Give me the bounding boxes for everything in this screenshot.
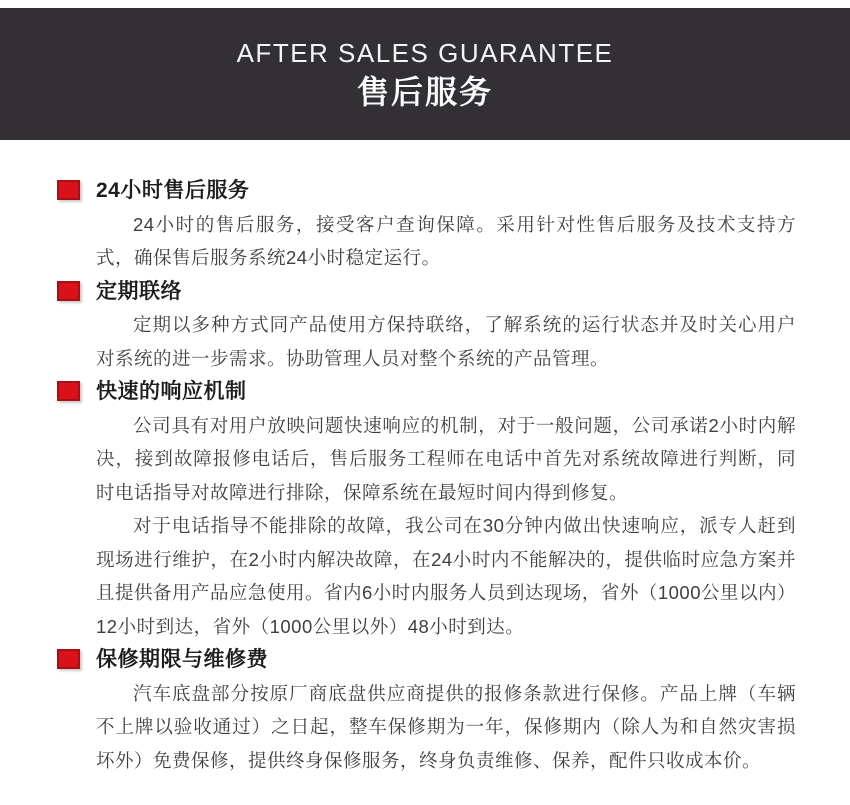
section-paragraph: 汽车底盘部分按原厂商底盘供应商提供的报修条款进行保修。产品上牌（车辆不上牌以验收通过）之日起，整车保修期为一年，保修期内（除人为和自然灾害损坏外）免费保修，提供终身保修服务，终身负责维修、保养，配件只收成本价。: [96, 682, 796, 771]
section-paragraph: 对于电话指导不能排除的故障，我公司在30分钟内做出快速响应，派专人赶到现场进行维护，在2小时内解决故障，在24小时内不能解决的，提供临时应急方案并且提供备用产品应急使用。省内6小时内服务人员到达现场，省外（1000公里以内）12小时到达，省外（1000公里以外）48小时到达。: [96, 515, 796, 637]
section-heading-text: 快速的响应机制: [96, 380, 247, 403]
red-square-bullet-icon: [57, 180, 80, 200]
content-area: [0, 140, 850, 805]
section-paragraph: 定期以多种方式同产品使用方保持联络，了解系统的运行状态并及时关心用户对系统的进一步需求。协助管理人员对整个系统的产品管理。: [96, 314, 796, 369]
section-rapid-response: [96, 375, 796, 643]
red-square-bullet-icon: [57, 381, 80, 401]
section-heading: [96, 375, 796, 409]
red-square-bullet-icon: [57, 649, 80, 669]
section-24h-service: [96, 174, 796, 275]
section-heading-text: 24小时售后服务: [96, 179, 250, 202]
red-square-bullet-icon: [57, 281, 80, 301]
section-regular-contact: [96, 275, 796, 376]
page-header-banner: [0, 8, 850, 140]
section-heading-text: 保修期限与维修费: [96, 648, 268, 671]
header-title-english: AFTER SALES GUARANTEE: [236, 38, 614, 68]
section-heading: [96, 643, 796, 677]
section-paragraph: 公司具有对用户放映问题快速响应的机制，对于一般问题，公司承诺2小时内解决，接到故障报修电话后，售后服务工程师在电话中首先对系统故障进行判断，同时电话指导对故障进行排除，保障系统在最短时间内得到修复。: [96, 414, 796, 503]
section-paragraph: 24小时的售后服务，接受客户查询保障。采用针对性售后服务及技术支持方式，确保售后服务系统24小时稳定运行。: [96, 213, 796, 268]
section-heading: [96, 275, 796, 309]
section-warranty-terms: [96, 643, 796, 777]
section-heading-text: 定期联络: [96, 279, 182, 303]
section-heading: [96, 174, 796, 208]
header-title-chinese: 售后服务: [356, 74, 493, 110]
